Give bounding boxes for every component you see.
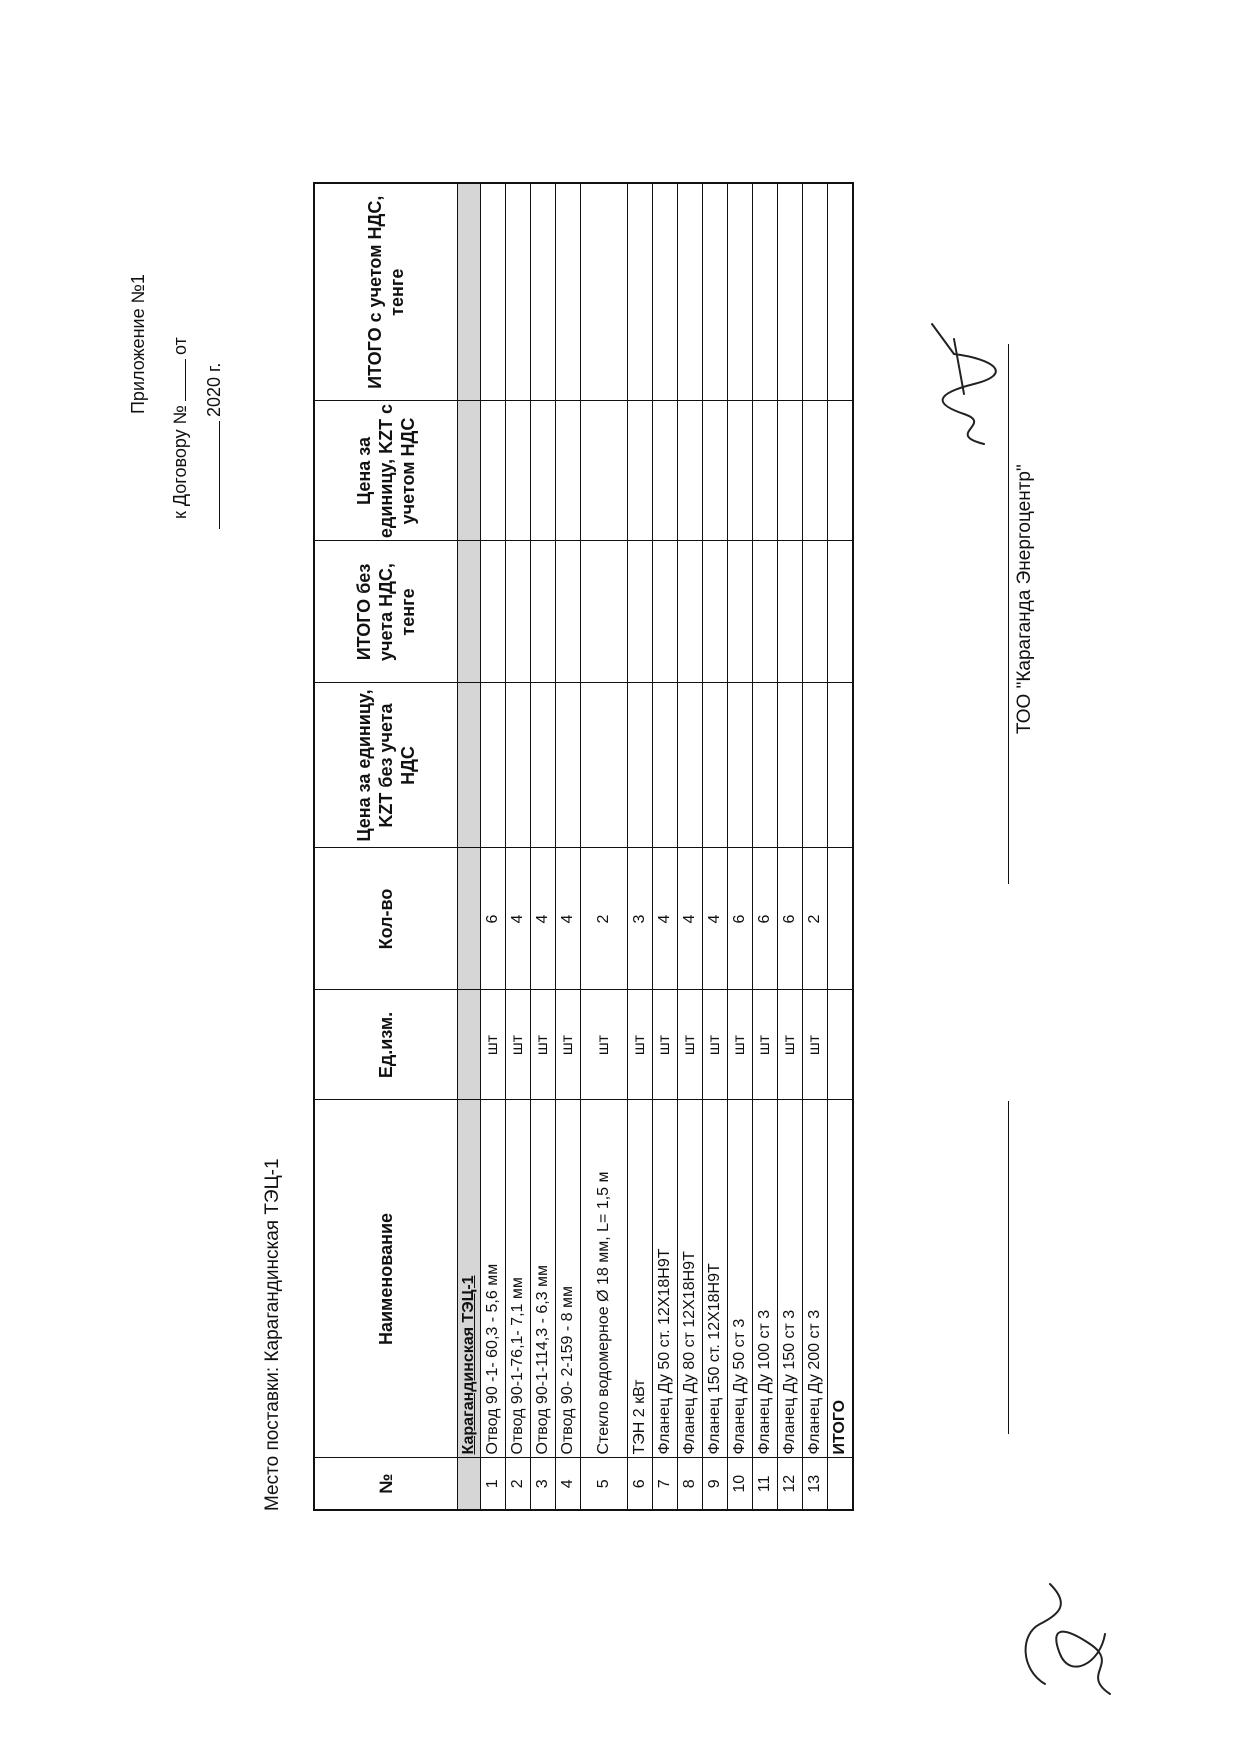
row-price-no-vat [753, 683, 778, 848]
row-total-no-vat [556, 541, 581, 683]
signature-line-left [1008, 1101, 1009, 1434]
row-unit: шт [728, 990, 753, 1100]
row-price-vat [506, 401, 531, 541]
row-total-no-vat [753, 541, 778, 683]
group-name: Карагандинская ТЭЦ-1 [458, 1100, 481, 1458]
group-empty-cell [458, 401, 481, 541]
row-price-no-vat [728, 683, 753, 848]
row-unit: шт [653, 990, 678, 1100]
signature-line-right [1008, 344, 1009, 884]
row-price-no-vat [481, 683, 506, 848]
row-num: 5 [581, 1458, 628, 1510]
row-qty: 4 [531, 848, 556, 990]
row-qty: 6 [728, 848, 753, 990]
row-price-vat [678, 401, 703, 541]
row-total-vat [703, 183, 728, 401]
col-header-price-no-vat: Цена за единицу, KZT без учета НДС [314, 683, 458, 848]
row-total-no-vat [581, 541, 628, 683]
row-num: 2 [506, 1458, 531, 1510]
row-name: Фланец Ду 100 ст 3 [753, 1100, 778, 1458]
total-empty-cell [828, 183, 854, 401]
row-num: 8 [678, 1458, 703, 1510]
contract-suffix: от [170, 337, 190, 356]
row-price-vat [581, 401, 628, 541]
row-num: 3 [531, 1458, 556, 1510]
row-name: Фланец Ду 200 ст 3 [803, 1100, 828, 1458]
col-header-name: Наименование [314, 1100, 458, 1458]
total-empty-cell [828, 541, 854, 683]
row-price-vat [531, 401, 556, 541]
row-price-no-vat [778, 683, 803, 848]
row-num: 12 [778, 1458, 803, 1510]
row-price-no-vat [506, 683, 531, 848]
row-price-vat [481, 401, 506, 541]
row-unit: шт [581, 990, 628, 1100]
total-empty-cell [828, 683, 854, 848]
row-total-no-vat [628, 541, 653, 683]
row-name: Фланец Ду 50 ст 3 [728, 1100, 753, 1458]
row-qty: 2 [803, 848, 828, 990]
delivery-place: Место поставки: Карагандинская ТЭЦ-1 [262, 1158, 283, 1511]
group-num-cell [458, 1458, 481, 1510]
row-qty: 4 [556, 848, 581, 990]
row-price-vat [728, 401, 753, 541]
row-price-no-vat [581, 683, 628, 848]
row-price-no-vat [653, 683, 678, 848]
row-qty: 6 [778, 848, 803, 990]
row-unit: шт [803, 990, 828, 1100]
row-qty: 6 [753, 848, 778, 990]
group-row [458, 183, 481, 1510]
row-unit: шт [678, 990, 703, 1100]
table-row [531, 183, 556, 1510]
row-total-vat [531, 183, 556, 401]
company-name: ТОО "Караганда Энергоцентр" [1014, 464, 1035, 734]
initials-scribble [990, 1564, 1140, 1724]
row-total-no-vat [531, 541, 556, 683]
row-num: 4 [556, 1458, 581, 1510]
row-name: Отвод 90-1-114,3 - 6,3 мм [531, 1100, 556, 1458]
row-price-vat [653, 401, 678, 541]
date-blank [219, 421, 220, 529]
row-total-no-vat [728, 541, 753, 683]
total-num-cell [828, 1458, 854, 1510]
row-total-vat [653, 183, 678, 401]
total-empty-cell [828, 990, 854, 1100]
row-total-no-vat [778, 541, 803, 683]
row-unit: шт [753, 990, 778, 1100]
row-num: 9 [703, 1458, 728, 1510]
row-unit: шт [506, 990, 531, 1100]
row-name: Фланец 150 ст. 12Х18Н9Т [703, 1100, 728, 1458]
group-empty-cell [458, 183, 481, 401]
total-empty-cell [828, 848, 854, 990]
row-price-no-vat [628, 683, 653, 848]
table-row [581, 183, 628, 1510]
row-unit: шт [628, 990, 653, 1100]
row-unit: шт [778, 990, 803, 1100]
contract-date [204, 363, 225, 529]
table-row [481, 183, 506, 1510]
table-row [506, 183, 531, 1510]
row-qty: 4 [653, 848, 678, 990]
row-qty: 4 [678, 848, 703, 990]
row-name: Отвод 90 -1- 60,3 - 5,6 мм [481, 1100, 506, 1458]
row-total-no-vat [678, 541, 703, 683]
contract-reference [170, 337, 191, 519]
table-row [778, 183, 803, 1510]
row-total-no-vat [703, 541, 728, 683]
row-name: Фланец Ду 150 ст 3 [778, 1100, 803, 1458]
row-name: Фланец Ду 50 ст. 12Х18Н9Т [653, 1100, 678, 1458]
total-label: ИТОГО [828, 1100, 854, 1458]
row-qty: 2 [581, 848, 628, 990]
row-num: 6 [628, 1458, 653, 1510]
table-row [556, 183, 581, 1510]
row-total-vat [728, 183, 753, 401]
row-qty: 3 [628, 848, 653, 990]
contract-number-blank [185, 359, 186, 401]
row-unit: шт [531, 990, 556, 1100]
row-name: Отвод 90-1-76,1- 7,1 мм [506, 1100, 531, 1458]
row-total-no-vat [506, 541, 531, 683]
table-row [628, 183, 653, 1510]
row-price-no-vat [678, 683, 703, 848]
row-price-vat [703, 401, 728, 541]
contract-prefix: к Договору № [170, 405, 190, 519]
row-num: 1 [481, 1458, 506, 1510]
row-total-vat [556, 183, 581, 401]
col-header-total-no-vat: ИТОГО без учета НДС, тенге [314, 541, 458, 683]
table-header-row [314, 183, 458, 1510]
row-total-no-vat [803, 541, 828, 683]
row-num: 10 [728, 1458, 753, 1510]
row-qty: 4 [506, 848, 531, 990]
signature-scribble [924, 314, 1004, 454]
initials-stroke [1026, 1584, 1110, 1694]
row-name: ТЭН 2 кВт [628, 1100, 653, 1458]
goods-table [313, 182, 854, 1511]
row-name: Отвод 90- 2-159 - 8 мм [556, 1100, 581, 1458]
row-total-vat [753, 183, 778, 401]
col-header-unit: Ед.изм. [314, 990, 458, 1100]
row-total-vat [778, 183, 803, 401]
row-name: Стекло водомерное Ø 18 мм, L= 1,5 м [581, 1100, 628, 1458]
table-row [653, 183, 678, 1510]
col-header-total-vat: ИТОГО с учетом НДС, тенге [314, 183, 458, 401]
row-num: 13 [803, 1458, 828, 1510]
row-total-vat [678, 183, 703, 401]
col-header-qty: Кол-во [314, 848, 458, 990]
row-price-vat [803, 401, 828, 541]
group-empty-cell [458, 848, 481, 990]
row-total-vat [581, 183, 628, 401]
row-unit: шт [481, 990, 506, 1100]
row-price-no-vat [531, 683, 556, 848]
group-empty-cell [458, 990, 481, 1100]
table-row [753, 183, 778, 1510]
row-unit: шт [556, 990, 581, 1100]
total-row [828, 183, 854, 1510]
row-price-no-vat [556, 683, 581, 848]
row-qty: 4 [703, 848, 728, 990]
col-header-num: № [314, 1458, 458, 1510]
table-row [703, 183, 728, 1510]
row-unit: шт [703, 990, 728, 1100]
row-total-vat [803, 183, 828, 401]
table-row [678, 183, 703, 1510]
row-price-vat [778, 401, 803, 541]
signature-stroke [932, 324, 996, 444]
contract-year: 2020 г. [204, 362, 224, 417]
col-header-price-vat: Цена за единицу, KZT с учетом НДС [314, 401, 458, 541]
appendix-title: Приложение №1 [128, 274, 148, 414]
row-total-no-vat [481, 541, 506, 683]
row-price-vat [556, 401, 581, 541]
row-total-vat [628, 183, 653, 401]
row-name: Фланец Ду 80 ст 12Х18Н9Т [678, 1100, 703, 1458]
row-total-vat [506, 183, 531, 401]
row-price-vat [628, 401, 653, 541]
row-price-no-vat [703, 683, 728, 848]
row-price-vat [753, 401, 778, 541]
row-qty: 6 [481, 848, 506, 990]
row-num: 7 [653, 1458, 678, 1510]
table-row [803, 183, 828, 1510]
group-empty-cell [458, 541, 481, 683]
row-total-no-vat [653, 541, 678, 683]
row-price-no-vat [803, 683, 828, 848]
table-row [728, 183, 753, 1510]
row-total-vat [481, 183, 506, 401]
total-empty-cell [828, 401, 854, 541]
row-num: 11 [753, 1458, 778, 1510]
group-empty-cell [458, 683, 481, 848]
